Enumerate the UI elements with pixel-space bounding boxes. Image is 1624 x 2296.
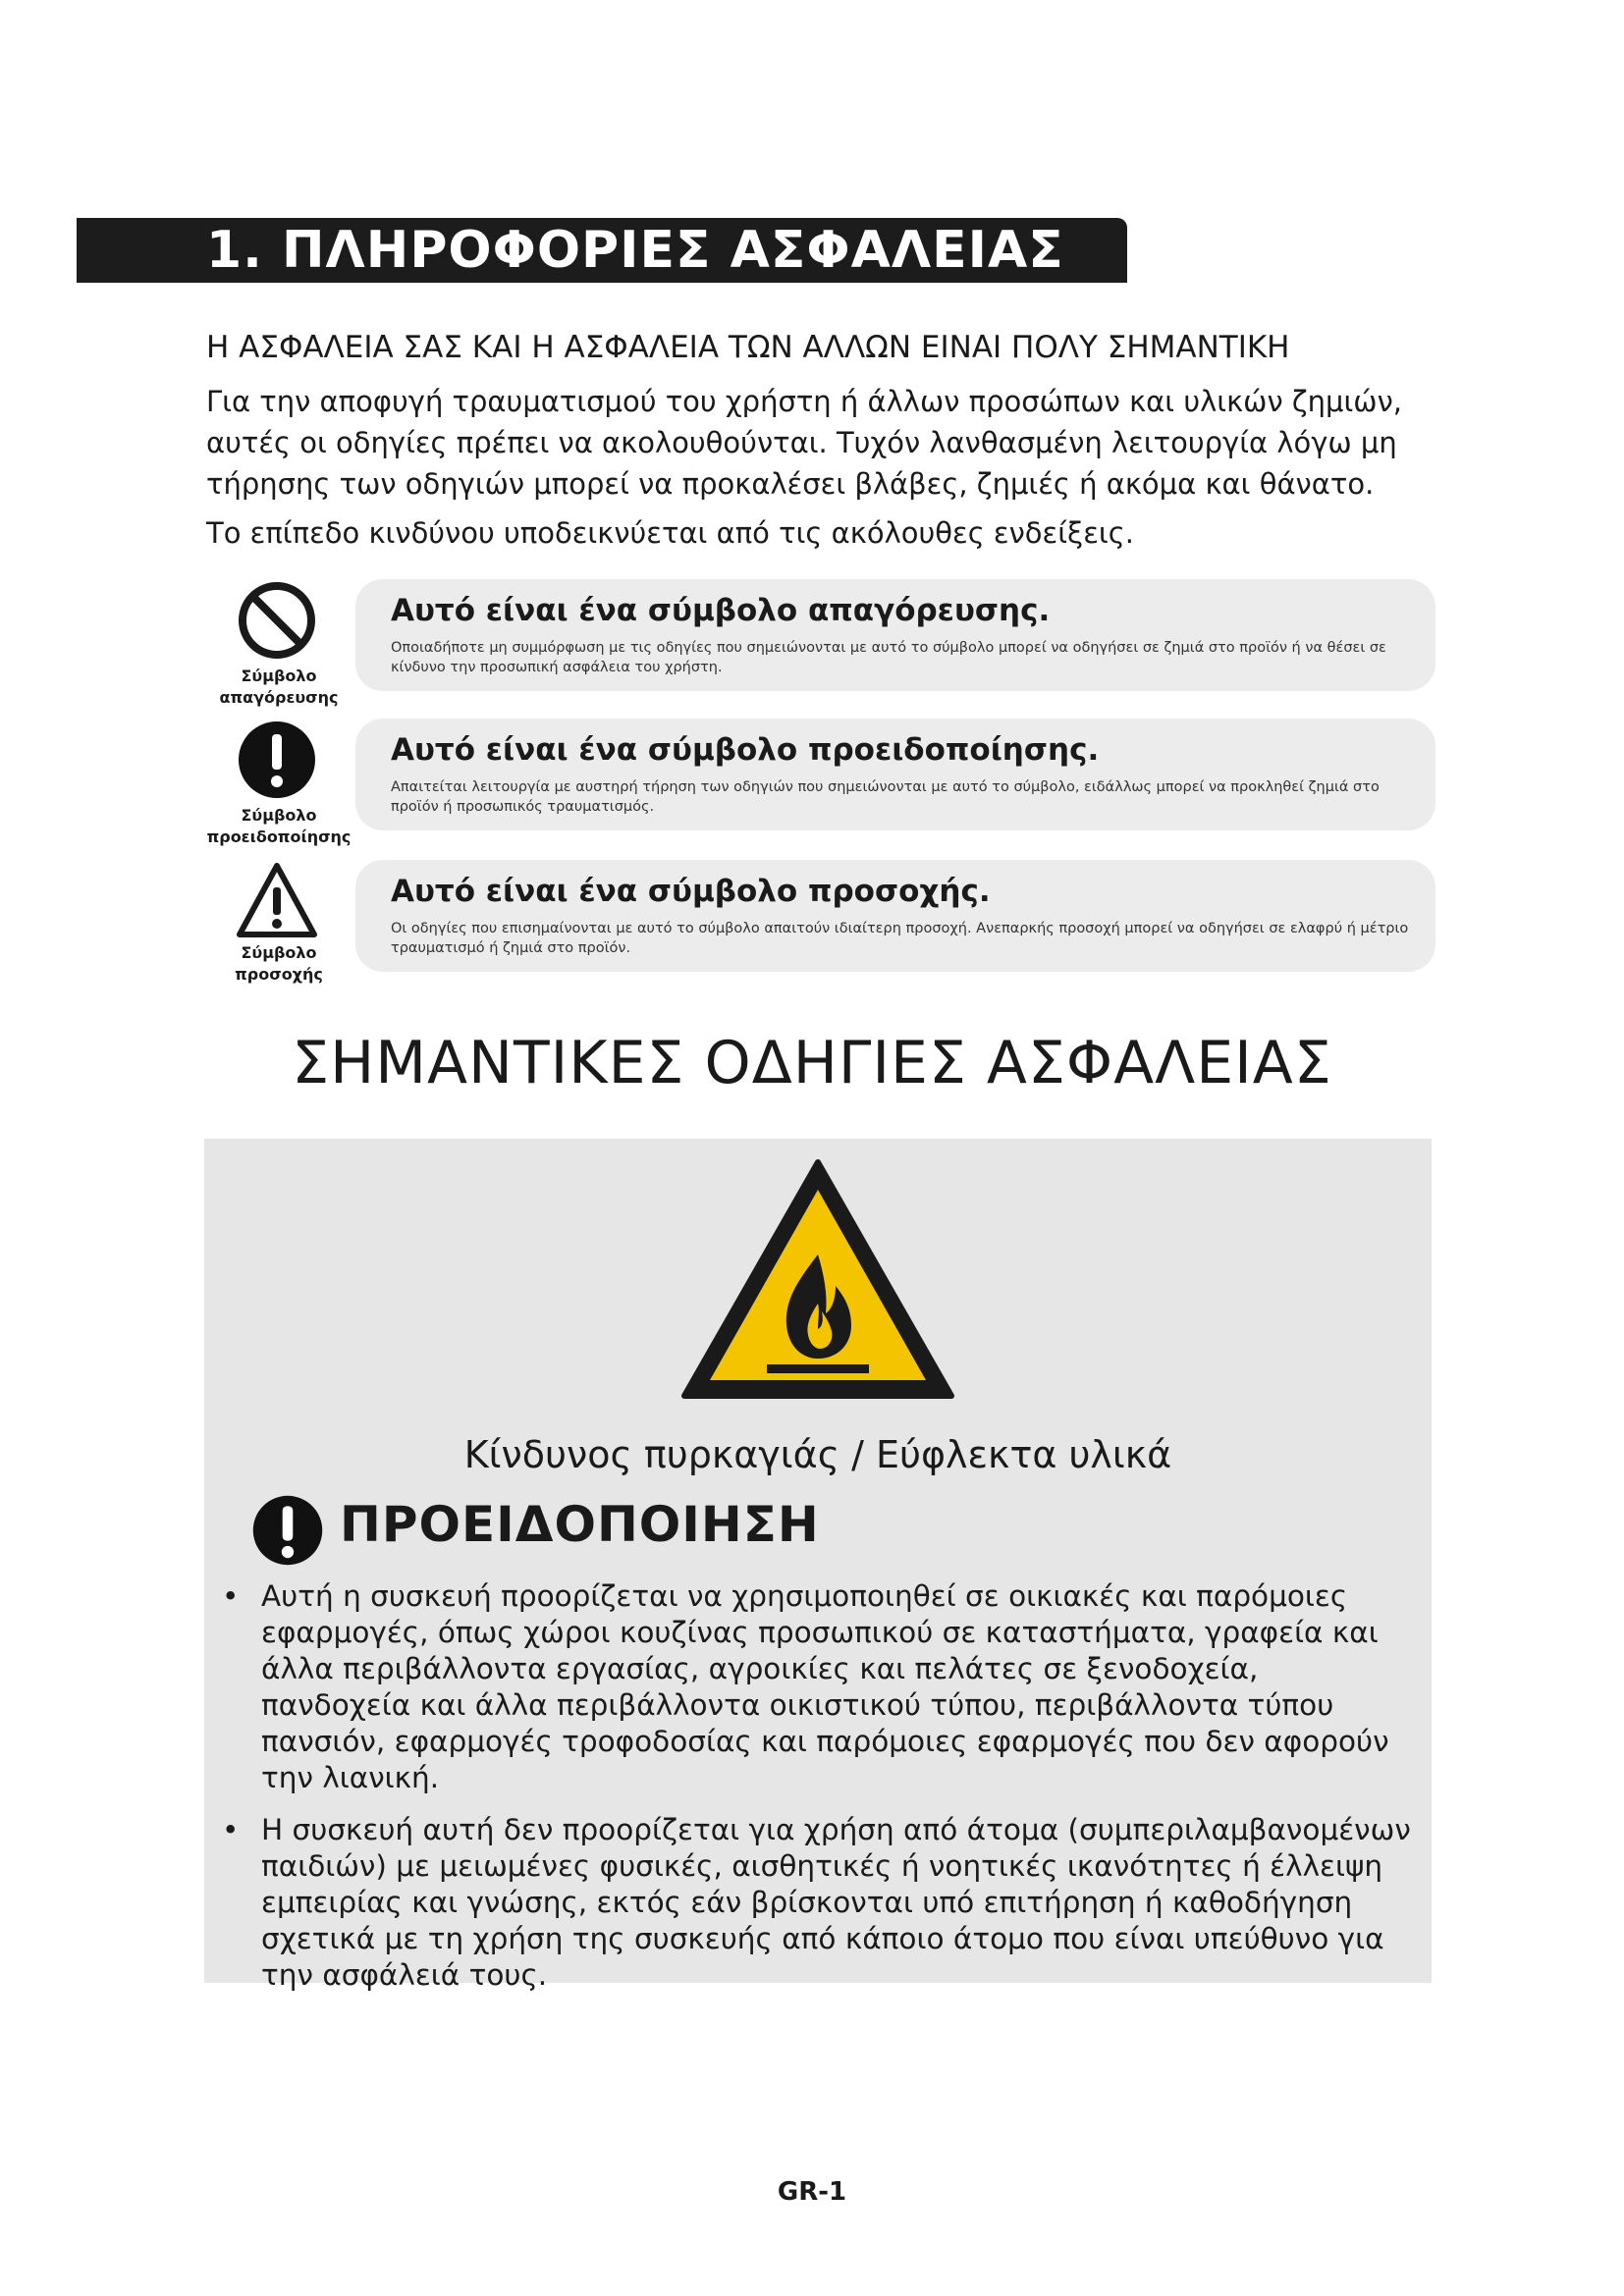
danger-level-note: Το επίπεδο κινδύνου υποδεικνύεται από τις ακόλουθες ενδείξεις. xyxy=(206,516,1134,550)
symbol-row-warning xyxy=(196,719,1443,846)
list-item-text: Η συσκευή αυτή δεν προορίζεται για χρήση από άτομα (συμπεριλαμβανομένων παιδιών) με μειωμένες φυσικές, αισθητικές ή νοητικές ικανότητες ή έλλειψη εμπειρίας και γνώσης, εκτός εάν βρίσκονται υπό επιτήρηση ή καθοδήγηση σχετικά με τη χρήση της συσκευής από κάποιο άτομο που είναι υπεύθυνο για την ασφάλειά τους. xyxy=(261,1813,1411,1992)
symbol-text: Οι οδηγίες που επισημαίνονται με αυτό το σύμβολο απαιτούν ιδιαίτερη προσοχή. Ανεπαρκής προσοχή μπορεί να οδηγήσει σε ελαφρύ ή μέτριο τραυματισμό ή ζημιά στο προϊόν. xyxy=(391,921,1409,956)
symbol-caption: Σύμβολο προσοχής xyxy=(235,943,323,984)
page-number: GR-1 xyxy=(777,2177,847,2207)
intro-paragraph: Για την αποφυγή τραυματισμού του χρήστη ή άλλων προσώπων και υλικών ζημιών, αυτές οι οδηγίες πρέπει να ακολουθούνται. Τυχόν λανθασμένη λειτουργία λόγω μη τήρησης των οδηγιών μπορεί να προκαλέσει βλάβες, ζημιές ή ακόμα και θάνατο. xyxy=(206,385,1402,501)
symbol-caption: Σύμβολο προειδοποίησης xyxy=(206,806,352,846)
section-title-bar xyxy=(77,218,1127,283)
symbol-heading: Αυτό είναι ένα σύμβολο απαγόρευσης. xyxy=(391,593,1051,628)
exclamation-icon xyxy=(236,719,318,801)
prohibition-icon xyxy=(236,579,318,662)
warning-list xyxy=(214,1578,1412,2009)
symbol-description-box xyxy=(355,579,1435,691)
flammable-warning-icon xyxy=(680,1156,955,1402)
fire-hazard-panel xyxy=(204,1139,1432,1992)
warning-heading: ΠΡΟΕΙΔΟΠΟΙΗΣΗ xyxy=(340,1496,820,1553)
bullet-mark: • xyxy=(222,1813,240,1846)
section-title: 1. ΠΛΗΡΟΦΟΡΙΕΣ ΑΣΦΑΛΕΙΑΣ xyxy=(206,221,1064,280)
symbol-heading: Αυτό είναι ένα σύμβολο προσοχής. xyxy=(391,874,991,909)
bullet-mark: • xyxy=(222,1579,240,1613)
important-instructions-title: ΣΗΜΑΝΤΙΚΕΣ ΟΔΗΓΙΕΣ ΑΣΦΑΛΕΙΑΣ xyxy=(292,1029,1332,1097)
symbol-text: Απαιτείται λειτουργία με αυστηρή τήρηση των οδηγιών που σημειώνονται με αυτό το σύμβολο, ειδάλλως μπορεί να προκληθεί ζημιά στο προϊόν ή προσωπικός τραυματισμός. xyxy=(391,779,1380,815)
symbol-row-prohibition xyxy=(196,579,1443,707)
fire-hazard-label: Κίνδυνος πυρκαγιάς / Εύφλεκτα υλικά xyxy=(463,1433,1172,1476)
symbol-caption: Σύμβολο απαγόρευσης xyxy=(219,667,339,707)
exclamation-icon xyxy=(251,1494,324,1567)
list-item xyxy=(214,1812,1412,1994)
symbol-heading: Αυτό είναι ένα σύμβολο προειδοποίησης. xyxy=(391,732,1100,768)
symbol-row-caution xyxy=(196,860,1443,984)
list-item xyxy=(214,1578,1412,1796)
safety-subtitle: Η ΑΣΦΑΛΕΙΑ ΣΑΣ ΚΑΙ Η ΑΣΦΑΛΕΙΑ ΤΩΝ ΑΛΛΩΝ ΕΙΝΑΙ ΠΟΛΥ ΣΗΜΑΝΤΙΚΗ xyxy=(206,330,1290,365)
list-item-text: Αυτή η συσκευή προορίζεται να χρησιμοποιηθεί σε οικιακές και παρόμοιες εφαρμογές, όπως χώροι κουζίνας προσωπικού σε καταστήματα, γραφεία και άλλα περιβάλλοντα εργασίας, αγροικίες και πελάτες σε ξενοδοχεία, πανδοχεία και άλλα περιβάλλοντα οικιστικού τύπου, περιβάλλοντα τύπου πανσιόν, εφαρμογές τροφοδοσίας και παρόμοιες εφαρμογές που δεν αφορούν την λιανική. xyxy=(261,1579,1389,1794)
symbol-text: Οποιαδήποτε μη συμμόρφωση με τις οδηγίες που σημειώνονται με αυτό το σύμβολο μπορεί να οδηγήσει σε ζημιά στο προϊόν ή να θέσει σε κίνδυνο την προσωπική ασφάλεια του χρήστη. xyxy=(391,640,1386,675)
caution-triangle-icon xyxy=(236,860,318,942)
symbol-description-box xyxy=(355,719,1435,830)
symbol-description-box xyxy=(355,860,1435,972)
